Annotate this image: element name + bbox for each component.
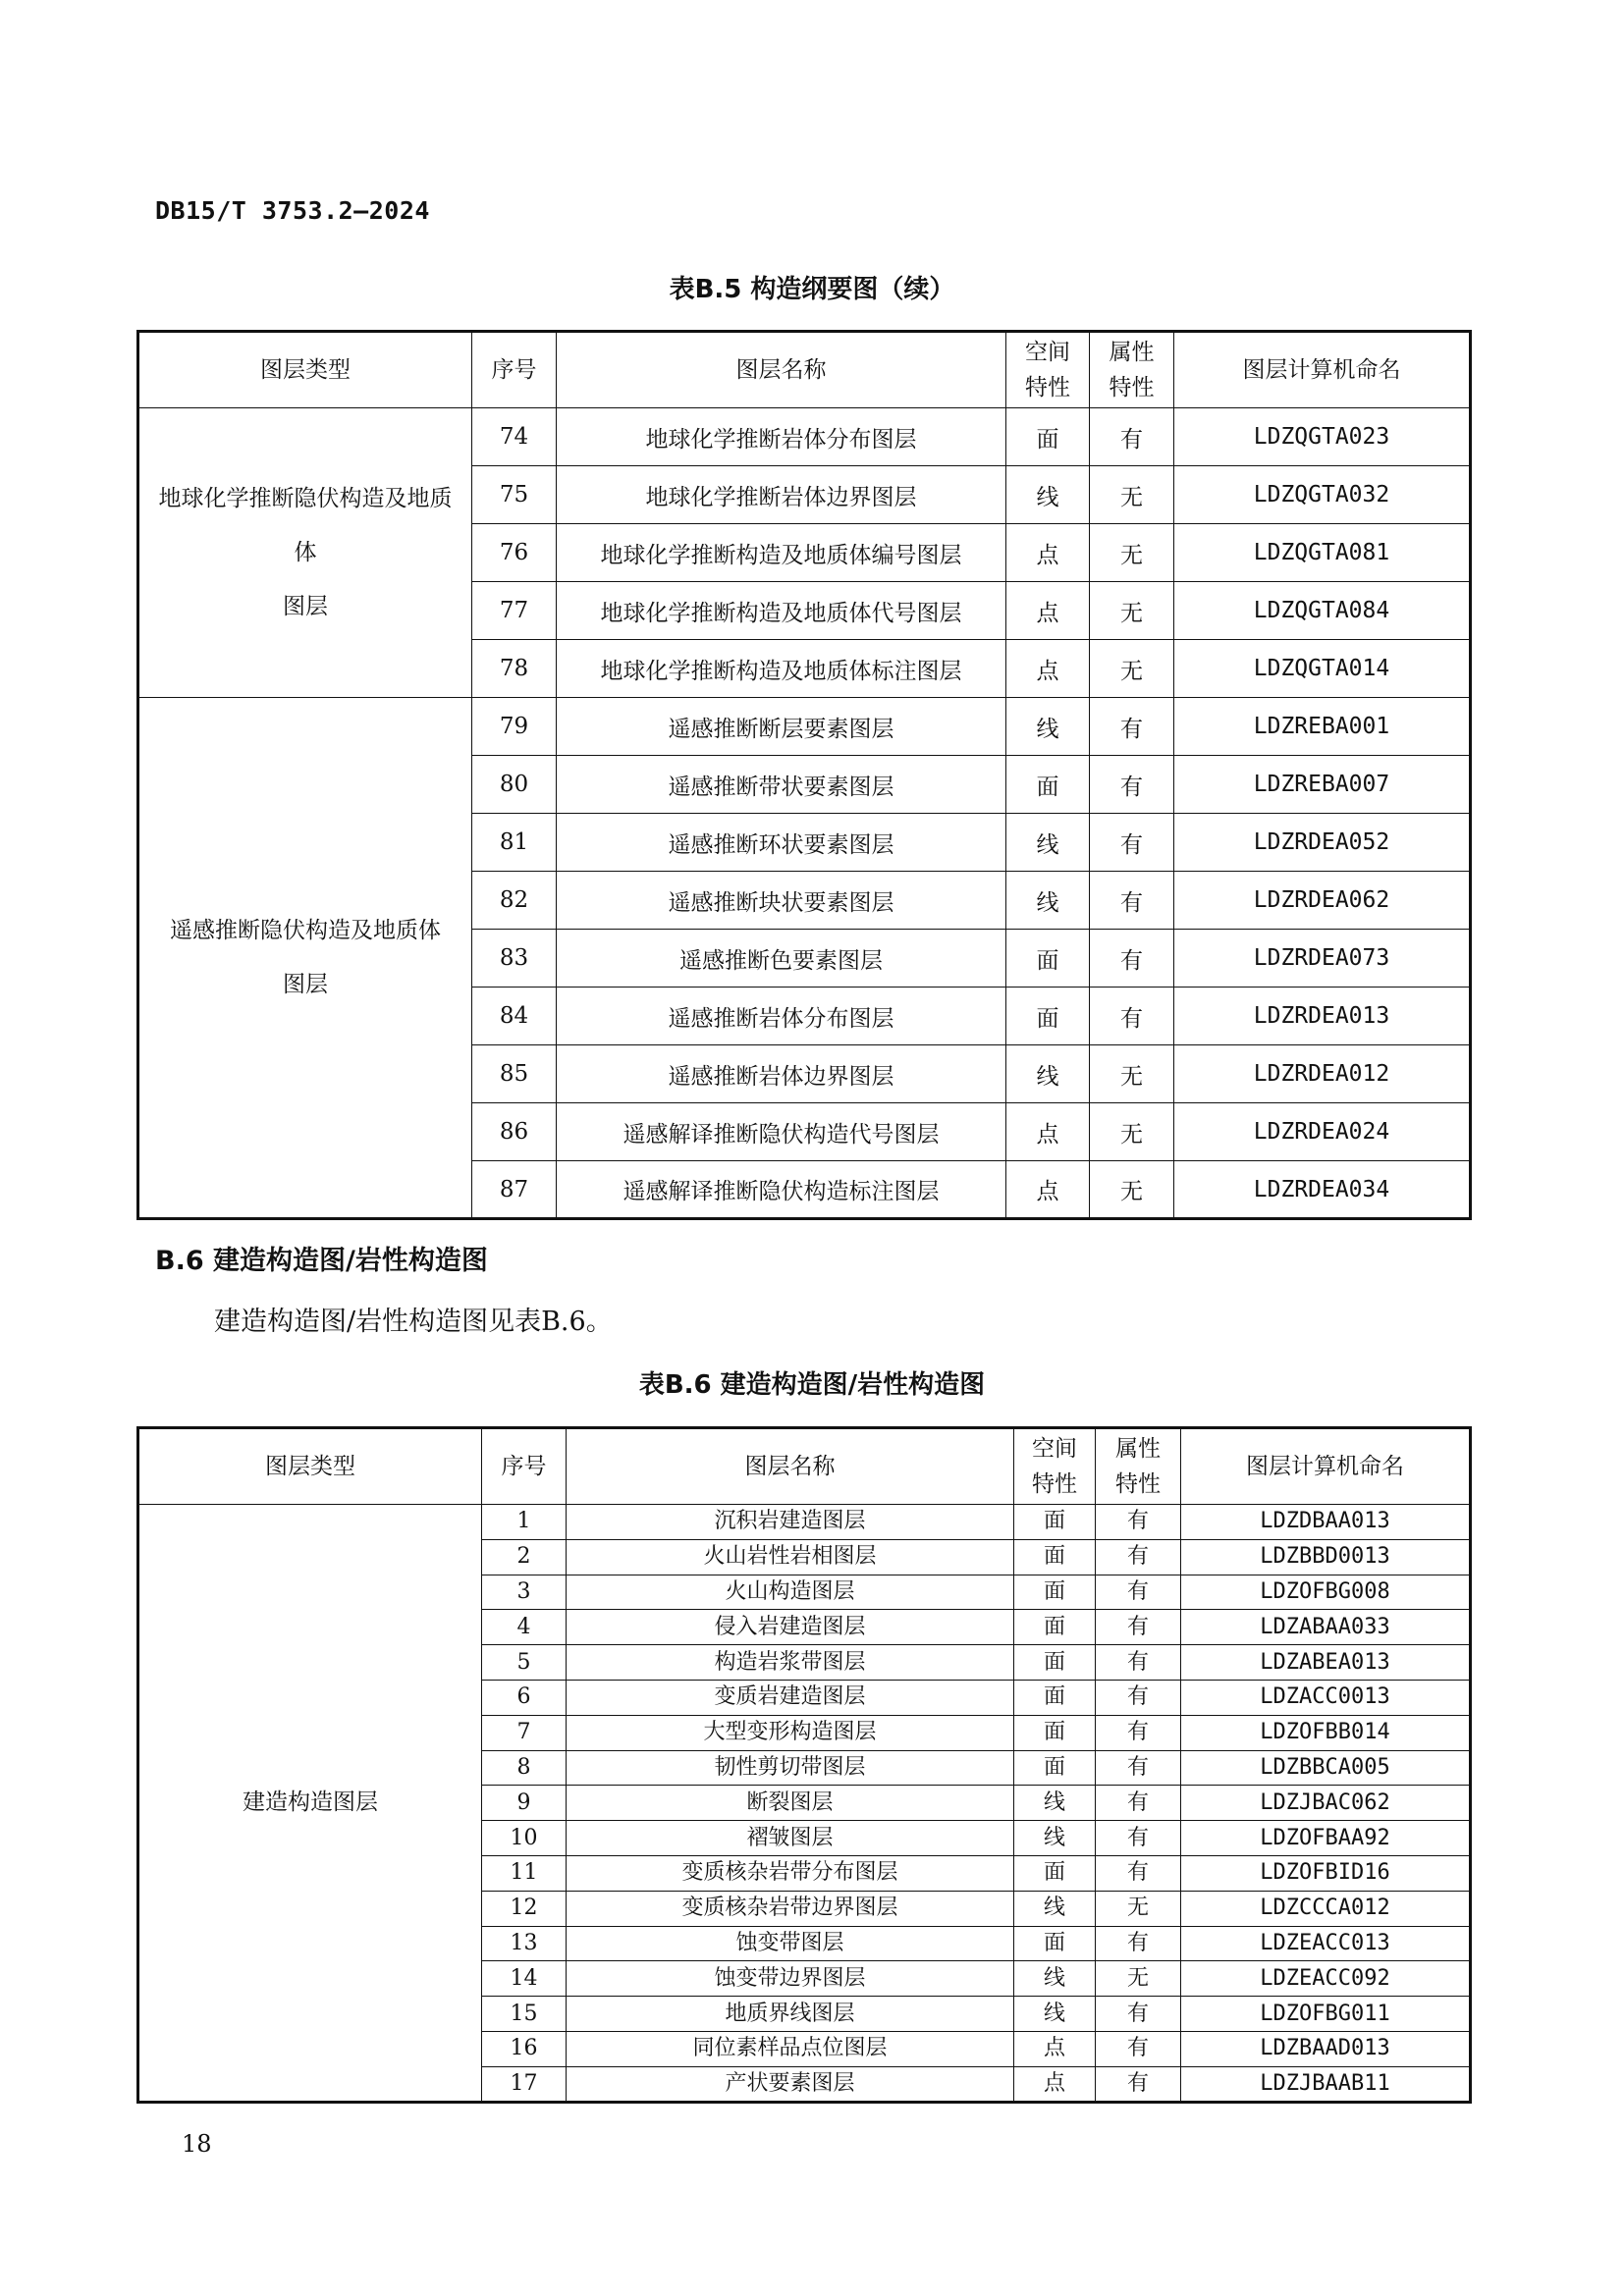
layer-type-line: 图层 <box>283 593 328 619</box>
table-b6-caption: 表B.6 建造构造图/岩性构造图 <box>638 1370 986 1400</box>
seq-cell: 82 <box>472 872 557 930</box>
spatial-cell: 点 <box>1014 2031 1096 2066</box>
table-row <box>138 698 1471 756</box>
seq-cell: 77 <box>472 582 557 640</box>
computer-name-cell: LDZRDEA024 <box>1174 1103 1471 1161</box>
attr-cell: 无 <box>1090 1161 1174 1219</box>
spatial-cell: 面 <box>1006 930 1090 988</box>
header-seq: 序号 <box>482 1428 567 1505</box>
computer-name-cell: LDZACC0013 <box>1181 1680 1471 1715</box>
header-layer-name: 图层名称 <box>567 1428 1014 1505</box>
attr-cell: 无 <box>1090 1045 1174 1103</box>
layer-name-cell: 侵入岩建造图层 <box>567 1610 1014 1645</box>
table-b6 <box>136 1426 1472 2104</box>
layer-name-cell: 地球化学推断构造及地质体代号图层 <box>557 582 1006 640</box>
computer-name-cell: LDZJBAAB11 <box>1181 2066 1471 2102</box>
header-spatial-line2: 特性 <box>1025 375 1070 400</box>
attr-cell: 无 <box>1090 640 1174 698</box>
spatial-cell: 面 <box>1014 1505 1096 1540</box>
layer-name-cell: 变质岩建造图层 <box>567 1680 1014 1715</box>
computer-name-cell: LDZQGTA023 <box>1174 408 1471 466</box>
seq-cell: 85 <box>472 1045 557 1103</box>
seq-cell: 6 <box>482 1680 567 1715</box>
header-spatial-line1: 空间 <box>1025 340 1070 365</box>
computer-name-cell: LDZABEA013 <box>1181 1645 1471 1681</box>
computer-name-cell: LDZQGTA014 <box>1174 640 1471 698</box>
layer-name-cell: 火山岩性岩相图层 <box>567 1539 1014 1575</box>
spatial-cell: 线 <box>1014 1786 1096 1821</box>
attr-cell: 有 <box>1090 698 1174 756</box>
computer-name-cell: LDZRDEA013 <box>1174 988 1471 1045</box>
computer-name-cell: LDZRDEA012 <box>1174 1045 1471 1103</box>
attr-cell: 有 <box>1090 408 1174 466</box>
spatial-cell: 面 <box>1014 1750 1096 1786</box>
computer-name-cell: LDZCCCA012 <box>1181 1891 1471 1926</box>
layer-name-cell: 遥感推断环状要素图层 <box>557 814 1006 872</box>
spatial-cell: 线 <box>1014 1891 1096 1926</box>
attr-cell: 有 <box>1096 1786 1181 1821</box>
header-spatial-line2: 特性 <box>1032 1471 1077 1497</box>
seq-cell: 5 <box>482 1645 567 1681</box>
attr-cell: 有 <box>1090 814 1174 872</box>
layer-name-cell: 遥感解译推断隐伏构造标注图层 <box>557 1161 1006 1219</box>
attr-cell: 有 <box>1096 1610 1181 1645</box>
seq-cell: 11 <box>482 1855 567 1891</box>
computer-name-cell: LDZOFBG011 <box>1181 1997 1471 2032</box>
header-computer-name: 图层计算机命名 <box>1174 332 1471 408</box>
layer-name-cell: 沉积岩建造图层 <box>567 1505 1014 1540</box>
computer-name-cell: LDZEACC092 <box>1181 1961 1471 1997</box>
attr-cell: 有 <box>1090 872 1174 930</box>
spatial-cell: 点 <box>1006 524 1090 582</box>
computer-name-cell: LDZREBA001 <box>1174 698 1471 756</box>
spatial-cell: 面 <box>1014 1855 1096 1891</box>
layer-name-cell: 遥感推断岩体边界图层 <box>557 1045 1006 1103</box>
seq-cell: 79 <box>472 698 557 756</box>
spatial-cell: 线 <box>1014 1997 1096 2032</box>
computer-name-cell: LDZBBCA005 <box>1181 1750 1471 1786</box>
spatial-cell: 线 <box>1006 1045 1090 1103</box>
layer-name-cell: 火山构造图层 <box>567 1575 1014 1610</box>
seq-cell: 80 <box>472 756 557 814</box>
spatial-cell: 点 <box>1006 640 1090 698</box>
layer-name-cell: 地球化学推断构造及地质体标注图层 <box>557 640 1006 698</box>
computer-name-cell: LDZOFBAA92 <box>1181 1821 1471 1856</box>
attr-cell: 有 <box>1096 1997 1181 2032</box>
attr-cell: 有 <box>1096 1645 1181 1681</box>
attr-cell: 无 <box>1090 582 1174 640</box>
attr-cell: 有 <box>1096 1750 1181 1786</box>
table-b5 <box>136 330 1472 1220</box>
layer-name-cell: 断裂图层 <box>567 1786 1014 1821</box>
layer-name-cell: 遥感推断色要素图层 <box>557 930 1006 988</box>
computer-name-cell: LDZQGTA032 <box>1174 466 1471 524</box>
attr-cell: 有 <box>1096 1680 1181 1715</box>
layer-name-cell: 地球化学推断岩体分布图层 <box>557 408 1006 466</box>
computer-name-cell: LDZEACC013 <box>1181 1926 1471 1961</box>
seq-cell: 16 <box>482 2031 567 2066</box>
attr-cell: 有 <box>1096 1821 1181 1856</box>
seq-cell: 74 <box>472 408 557 466</box>
table-b5-body <box>138 408 1471 1219</box>
seq-cell: 84 <box>472 988 557 1045</box>
header-spatial-line1: 空间 <box>1032 1436 1077 1462</box>
spatial-cell: 面 <box>1014 1575 1096 1610</box>
seq-cell: 12 <box>482 1891 567 1926</box>
seq-cell: 4 <box>482 1610 567 1645</box>
layer-type-line: 遥感推断隐伏构造及地质体 <box>170 917 441 943</box>
computer-name-cell: LDZRDEA052 <box>1174 814 1471 872</box>
spatial-cell: 线 <box>1006 466 1090 524</box>
page-number: 18 <box>182 2130 212 2158</box>
spatial-cell: 点 <box>1006 582 1090 640</box>
document-id-header: DB15/T 3753.2—2024 <box>155 196 430 225</box>
header-attr <box>1096 1428 1181 1505</box>
header-spatial <box>1014 1428 1096 1505</box>
attr-cell: 有 <box>1096 1575 1181 1610</box>
computer-name-cell: LDZOFBG008 <box>1181 1575 1471 1610</box>
layer-name-cell: 地球化学推断岩体边界图层 <box>557 466 1006 524</box>
spatial-cell: 点 <box>1014 2066 1096 2102</box>
attr-cell: 有 <box>1090 756 1174 814</box>
attr-cell: 有 <box>1096 1539 1181 1575</box>
header-layer-type: 图层类型 <box>138 332 472 408</box>
header-computer-name: 图层计算机命名 <box>1181 1428 1471 1505</box>
table-header-row <box>138 332 1471 408</box>
computer-name-cell: LDZBAAD013 <box>1181 2031 1471 2066</box>
attr-cell: 有 <box>1096 2066 1181 2102</box>
seq-cell: 78 <box>472 640 557 698</box>
layer-name-cell: 韧性剪切带图层 <box>567 1750 1014 1786</box>
layer-name-cell: 变质核杂岩带分布图层 <box>567 1855 1014 1891</box>
header-attr-line2: 特性 <box>1109 375 1155 400</box>
seq-cell: 8 <box>482 1750 567 1786</box>
attr-cell: 有 <box>1096 1715 1181 1750</box>
seq-cell: 17 <box>482 2066 567 2102</box>
seq-cell: 15 <box>482 1997 567 2032</box>
spatial-cell: 面 <box>1006 756 1090 814</box>
spatial-cell: 面 <box>1014 1539 1096 1575</box>
spatial-cell: 面 <box>1014 1680 1096 1715</box>
spatial-cell: 面 <box>1014 1715 1096 1750</box>
layer-name-cell: 褶皱图层 <box>567 1821 1014 1856</box>
layer-type-cell <box>138 408 472 698</box>
computer-name-cell: LDZOFBID16 <box>1181 1855 1471 1891</box>
attr-cell: 有 <box>1096 2031 1181 2066</box>
layer-type-line: 图层 <box>283 971 328 997</box>
header-attr-line2: 特性 <box>1115 1471 1161 1497</box>
attr-cell: 无 <box>1090 1103 1174 1161</box>
table-b5-caption: 表B.5 构造纲要图（续） <box>669 275 955 304</box>
computer-name-cell: LDZJBAC062 <box>1181 1786 1471 1821</box>
attr-cell: 有 <box>1096 1505 1181 1540</box>
seq-cell: 3 <box>482 1575 567 1610</box>
attr-cell: 无 <box>1096 1961 1181 1997</box>
layer-name-cell: 大型变形构造图层 <box>567 1715 1014 1750</box>
header-layer-type: 图层类型 <box>138 1428 482 1505</box>
layer-name-cell: 遥感推断块状要素图层 <box>557 872 1006 930</box>
layer-name-cell: 遥感推断断层要素图层 <box>557 698 1006 756</box>
seq-cell: 86 <box>472 1103 557 1161</box>
computer-name-cell: LDZRDEA073 <box>1174 930 1471 988</box>
layer-name-cell: 蚀变带图层 <box>567 1926 1014 1961</box>
spatial-cell: 线 <box>1014 1821 1096 1856</box>
table-row <box>138 1505 1471 1540</box>
computer-name-cell: LDZREBA007 <box>1174 756 1471 814</box>
attr-cell: 有 <box>1090 988 1174 1045</box>
header-seq: 序号 <box>472 332 557 408</box>
layer-name-cell: 构造岩浆带图层 <box>567 1645 1014 1681</box>
header-attr-line1: 属性 <box>1109 340 1155 365</box>
seq-cell: 81 <box>472 814 557 872</box>
computer-name-cell: LDZOFBB014 <box>1181 1715 1471 1750</box>
layer-name-cell: 蚀变带边界图层 <box>567 1961 1014 1997</box>
layer-name-cell: 变质核杂岩带边界图层 <box>567 1891 1014 1926</box>
computer-name-cell: LDZQGTA081 <box>1174 524 1471 582</box>
attr-cell: 无 <box>1090 524 1174 582</box>
layer-name-cell: 地质界线图层 <box>567 1997 1014 2032</box>
header-attr-line1: 属性 <box>1115 1436 1161 1462</box>
layer-type-line: 地球化学推断隐伏构造及地质体 <box>158 485 453 565</box>
layer-name-cell: 产状要素图层 <box>567 2066 1014 2102</box>
spatial-cell: 面 <box>1014 1926 1096 1961</box>
seq-cell: 83 <box>472 930 557 988</box>
spatial-cell: 面 <box>1014 1610 1096 1645</box>
section-paragraph: 建造构造图/岩性构造图见表B.6。 <box>214 1307 613 1337</box>
seq-cell: 10 <box>482 1821 567 1856</box>
attr-cell: 无 <box>1090 466 1174 524</box>
spatial-cell: 点 <box>1006 1161 1090 1219</box>
header-attr <box>1090 332 1174 408</box>
layer-type-cell: 建造构造图层 <box>138 1505 482 2103</box>
attr-cell: 有 <box>1090 930 1174 988</box>
spatial-cell: 线 <box>1006 872 1090 930</box>
seq-cell: 9 <box>482 1786 567 1821</box>
table-header-row <box>138 1428 1471 1505</box>
spatial-cell: 点 <box>1006 1103 1090 1161</box>
spatial-cell: 线 <box>1014 1961 1096 1997</box>
seq-cell: 75 <box>472 466 557 524</box>
header-spatial <box>1006 332 1090 408</box>
seq-cell: 14 <box>482 1961 567 1997</box>
section-heading: B.6 建造构造图/岩性构造图 <box>155 1246 488 1276</box>
seq-cell: 2 <box>482 1539 567 1575</box>
spatial-cell: 面 <box>1006 408 1090 466</box>
computer-name-cell: LDZRDEA034 <box>1174 1161 1471 1219</box>
layer-name-cell: 地球化学推断构造及地质体编号图层 <box>557 524 1006 582</box>
spatial-cell: 面 <box>1014 1645 1096 1681</box>
seq-cell: 76 <box>472 524 557 582</box>
table-row <box>138 408 1471 466</box>
computer-name-cell: LDZRDEA062 <box>1174 872 1471 930</box>
header-layer-name: 图层名称 <box>557 332 1006 408</box>
seq-cell: 7 <box>482 1715 567 1750</box>
layer-name-cell: 遥感解译推断隐伏构造代号图层 <box>557 1103 1006 1161</box>
layer-type-cell <box>138 698 472 1219</box>
seq-cell: 87 <box>472 1161 557 1219</box>
computer-name-cell: LDZDBAA013 <box>1181 1505 1471 1540</box>
attr-cell: 有 <box>1096 1855 1181 1891</box>
table-b6-body <box>138 1505 1471 2103</box>
spatial-cell: 面 <box>1006 988 1090 1045</box>
layer-name-cell: 遥感推断带状要素图层 <box>557 756 1006 814</box>
attr-cell: 有 <box>1096 1926 1181 1961</box>
spatial-cell: 线 <box>1006 814 1090 872</box>
layer-name-cell: 同位素样品点位图层 <box>567 2031 1014 2066</box>
seq-cell: 13 <box>482 1926 567 1961</box>
attr-cell: 无 <box>1096 1891 1181 1926</box>
layer-name-cell: 遥感推断岩体分布图层 <box>557 988 1006 1045</box>
computer-name-cell: LDZBBD0013 <box>1181 1539 1471 1575</box>
seq-cell: 1 <box>482 1505 567 1540</box>
spatial-cell: 线 <box>1006 698 1090 756</box>
computer-name-cell: LDZQGTA084 <box>1174 582 1471 640</box>
computer-name-cell: LDZABAA033 <box>1181 1610 1471 1645</box>
